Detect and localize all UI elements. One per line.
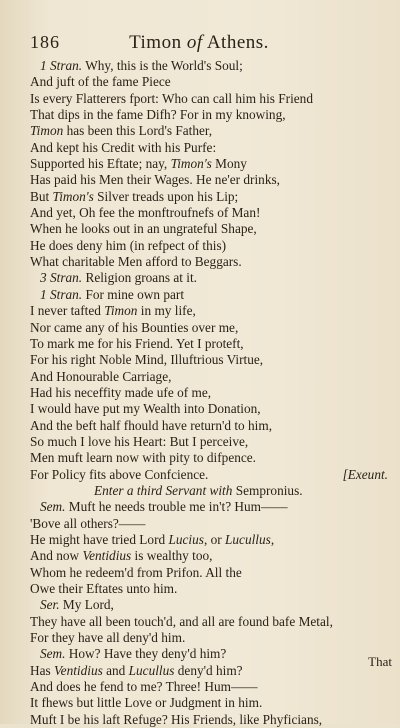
text-run: And now	[30, 548, 83, 564]
text-run: Mony	[211, 156, 247, 172]
page-number: 186	[30, 32, 60, 52]
text-run: ,	[270, 531, 275, 547]
text-run: Ser.	[40, 597, 60, 613]
text-run: Timon	[104, 303, 138, 319]
text-line	[30, 630, 392, 646]
text-line	[30, 172, 392, 188]
text-run: My Lord,	[59, 597, 114, 613]
text-line	[30, 74, 392, 90]
text-run: Sem.	[40, 499, 66, 515]
text-run: What charitable Men afford to Beggars.	[30, 254, 242, 270]
text-run: And the beft half fhould have return'd to him,	[30, 417, 273, 433]
text-run: Muft I be his laft Refuge? His Friends, like Phyficians,	[30, 711, 323, 727]
text-run: , or	[203, 531, 225, 547]
text-run: Ventidius	[54, 662, 103, 678]
text-line	[30, 614, 392, 630]
text-run: How? Have they deny'd him?	[65, 646, 227, 662]
text-line	[30, 483, 392, 499]
text-run: Whom he redeem'd from Prifon. All the	[30, 564, 242, 580]
text-line	[30, 205, 392, 221]
text-line	[30, 123, 392, 139]
text-line	[30, 352, 392, 368]
text-line	[30, 467, 392, 483]
text-run: So much I love his Heart: But I perceive,	[30, 433, 249, 449]
text-run: Supported his Eftate; nay,	[30, 156, 171, 172]
text-line	[30, 140, 392, 156]
text-run: and	[102, 662, 129, 678]
running-title-part-2: Athens.	[202, 32, 269, 53]
text-run: Men muft learn now with pity to difpence.	[30, 450, 256, 466]
text-run: Religion groans at it.	[82, 270, 197, 286]
text-line	[30, 238, 392, 254]
text-line	[30, 597, 392, 613]
text-run: deny'd him?	[174, 662, 243, 678]
text-line	[30, 287, 392, 303]
text-run: For mine own part	[82, 286, 185, 302]
running-title	[18, 32, 380, 54]
text-run: Muft he needs trouble me in't? Hum——	[65, 499, 288, 515]
text-run: They have all been touch'd, and all are found bafe Metal,	[30, 613, 333, 629]
text-run: And kept his Credit with his Purfe:	[30, 139, 217, 155]
text-line	[30, 679, 392, 695]
text-body	[30, 58, 392, 728]
text-line	[30, 58, 392, 74]
text-run: Timon's	[52, 188, 94, 204]
running-title-of: of	[186, 32, 203, 53]
text-run: Silver treads upon his Lip;	[93, 188, 239, 204]
text-run: 1 Stran.	[40, 286, 83, 302]
text-line	[30, 385, 392, 401]
text-run: Owe their Eftates unto him.	[30, 581, 178, 596]
text-run: For they have all deny'd him.	[30, 630, 186, 646]
text-line	[30, 434, 392, 450]
text-run: Nor came any of his Bounties over me,	[30, 319, 239, 335]
text-run: has been this Lord's Father,	[63, 123, 213, 139]
text-run: And yet, Oh fee the monftroufnefs of Man!	[30, 205, 261, 221]
text-run: 1 Stran.	[40, 58, 83, 73]
running-header	[18, 32, 380, 56]
text-line	[30, 336, 392, 352]
text-run: Timon's	[170, 156, 212, 172]
text-run: Lucius	[168, 531, 204, 547]
text-run: And juft of the fame Piece	[30, 74, 171, 90]
text-run: And does he fend to me? Three! Hum——	[30, 679, 258, 695]
text-line	[30, 303, 392, 319]
text-line	[30, 548, 392, 564]
text-run: He might have tried Lord	[30, 531, 169, 547]
text-line	[30, 369, 392, 385]
text-run: To mark me for his Friend. Yet I proteft,	[30, 335, 244, 351]
text-line	[30, 565, 392, 581]
text-line	[30, 156, 392, 172]
catchword: That	[368, 654, 392, 669]
text-run: For Policy fits above Confcience.	[30, 466, 209, 482]
text-run: It fhews but little Love or Judgment in him.	[30, 695, 263, 711]
text-line	[30, 516, 392, 532]
text-run: 'Bove all others?——	[30, 515, 146, 531]
text-line	[30, 107, 392, 123]
text-run: Enter a third Servant with	[94, 482, 233, 498]
text-line	[30, 450, 392, 466]
text-line	[30, 532, 392, 548]
text-run: I never tafted	[30, 303, 105, 319]
text-line	[30, 401, 392, 417]
text-run: in my life,	[137, 303, 196, 319]
text-line	[30, 499, 392, 515]
text-run: Why, this is the World's Soul;	[82, 58, 243, 73]
text-run: Had his neceffity made ufe of me,	[30, 384, 212, 400]
text-line	[30, 254, 392, 270]
text-line	[30, 221, 392, 237]
text-run: Lucullus	[128, 662, 175, 678]
text-line	[30, 91, 392, 107]
running-title-part-1: Timon	[129, 32, 187, 53]
text-run: 3 Stran.	[40, 270, 83, 286]
text-run: When he looks out in an ungrateful Shape,	[30, 221, 257, 237]
text-line	[30, 695, 392, 711]
text-run: is wealthy too,	[131, 548, 213, 564]
text-run: Timon	[30, 123, 64, 139]
text-run: He does deny him (in refpect of this)	[30, 237, 227, 253]
text-line	[30, 320, 392, 336]
text-run: Lucullus	[225, 531, 271, 547]
text-run: Sem.	[40, 646, 66, 662]
text-run: Has paid his Men their Wages. He ne'er drinks,	[30, 172, 280, 188]
text-run: Ventidius	[82, 548, 132, 564]
text-line	[30, 581, 392, 597]
text-run: And Honourable Carriage,	[30, 368, 172, 384]
text-run: That dips in the fame Difh? For in my knowing,	[30, 107, 286, 123]
text-run: Is every Flatterers fport: Who can call him his Friend	[30, 90, 313, 106]
text-line	[30, 270, 392, 286]
text-line	[30, 418, 392, 434]
text-run: Has	[30, 662, 55, 678]
text-run: I would have put my Wealth into Donation,	[30, 401, 261, 417]
stage-direction-exeunt: [Exeunt.	[342, 466, 388, 482]
text-line	[30, 712, 392, 728]
text-run: But	[30, 188, 53, 204]
text-line	[30, 189, 392, 205]
text-run: For his right Noble Mind, Illuftrious Virtue,	[30, 352, 264, 368]
text-run: Sempronius.	[232, 482, 303, 498]
